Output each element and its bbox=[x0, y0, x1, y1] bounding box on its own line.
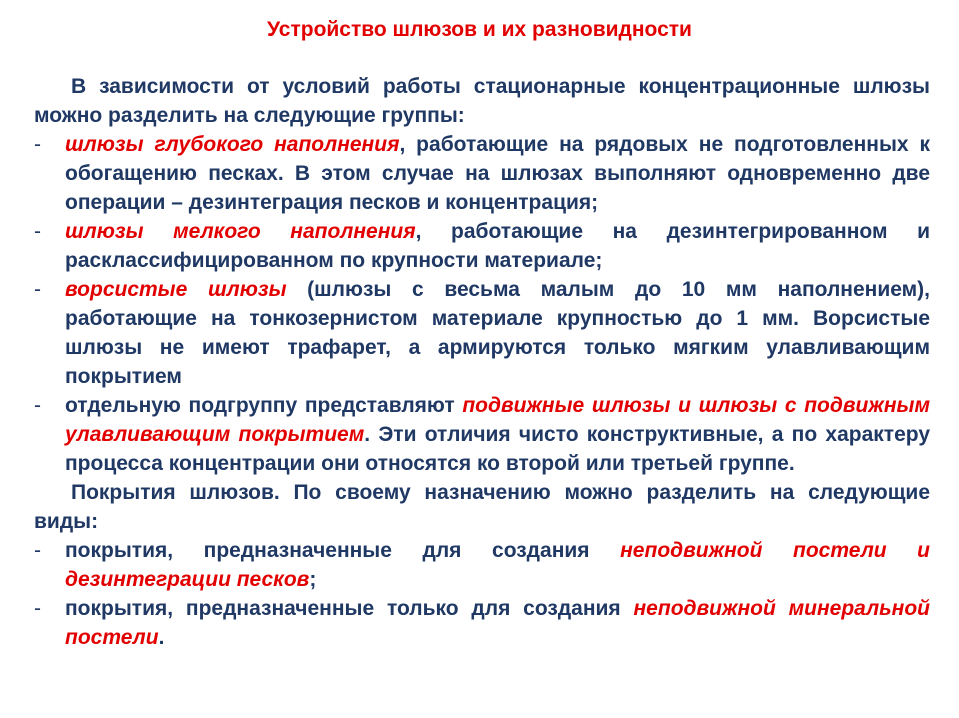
highlight-text: шлюзы мелкого наполнения bbox=[65, 220, 416, 243]
highlight-text: ворсистые шлюзы bbox=[65, 278, 287, 301]
highlight-text: неподвижной постели и дезинтеграции песков bbox=[65, 539, 930, 591]
list-item-shallow-filling bbox=[34, 217, 930, 275]
list-item-pile-sluices bbox=[34, 275, 930, 391]
dash-bullet: - bbox=[34, 539, 41, 562]
coverings-paragraph: Покрытия шлюзов. По своему назначению можно разделить на следующие виды: bbox=[34, 481, 930, 533]
item-text: ; bbox=[309, 568, 317, 591]
dash-bullet: - bbox=[34, 133, 41, 156]
list-item-deep-filling bbox=[34, 130, 930, 217]
item-text: , работающие на рядовых не подготовленных к обогащению песках. В этом случае на шлюзах выполняют одновременно две операции – дезинтеграция песков и концентрация; bbox=[65, 133, 930, 214]
list-item-covering-mineral-bed bbox=[34, 594, 930, 652]
dash-bullet: - bbox=[34, 220, 41, 243]
item-text: , работающие на дезинтегрированном и расклассифицированном по крупности материале; bbox=[65, 220, 930, 272]
item-text-before: отдельную подгруппу представляют bbox=[65, 394, 463, 417]
dash-bullet: - bbox=[34, 394, 41, 417]
item-text: (шлюзы с весьма малым до 10 мм наполнением), работающие на тонкозернистом материале крупностью до 1 мм. Ворсистые шлюзы не имеют трафарет, а армируются только мягким улавливающим покрытием bbox=[65, 278, 931, 388]
item-text-before: покрытия, предназначенные для создания bbox=[65, 539, 621, 562]
item-text-before: покрытия, предназначенные только для создания bbox=[65, 597, 634, 620]
item-text: . Эти отличия чисто конструктивные, а по характеру процесса концентрации они относятся ко второй или третьей группе. bbox=[65, 423, 930, 475]
highlight-text: неподвижной минеральной постели bbox=[65, 597, 930, 649]
highlight-text: подвижные шлюзы и шлюзы с подвижным улавливающим покрытием bbox=[65, 394, 930, 446]
dash-bullet: - bbox=[34, 597, 41, 620]
highlight-text: шлюзы глубокого наполнения bbox=[65, 133, 400, 156]
item-text: . bbox=[158, 626, 165, 649]
list-item-movable-sluices bbox=[34, 391, 930, 478]
list-item-covering-bed-disintegration bbox=[34, 536, 930, 594]
slide-content bbox=[34, 72, 930, 652]
dash-bullet: - bbox=[34, 278, 41, 301]
intro-paragraph: В зависимости от условий работы стационарные концентрационные шлюзы можно разделить на следующие группы: bbox=[34, 75, 930, 127]
slide-title: Устройство шлюзов и их разновидности bbox=[267, 18, 692, 41]
